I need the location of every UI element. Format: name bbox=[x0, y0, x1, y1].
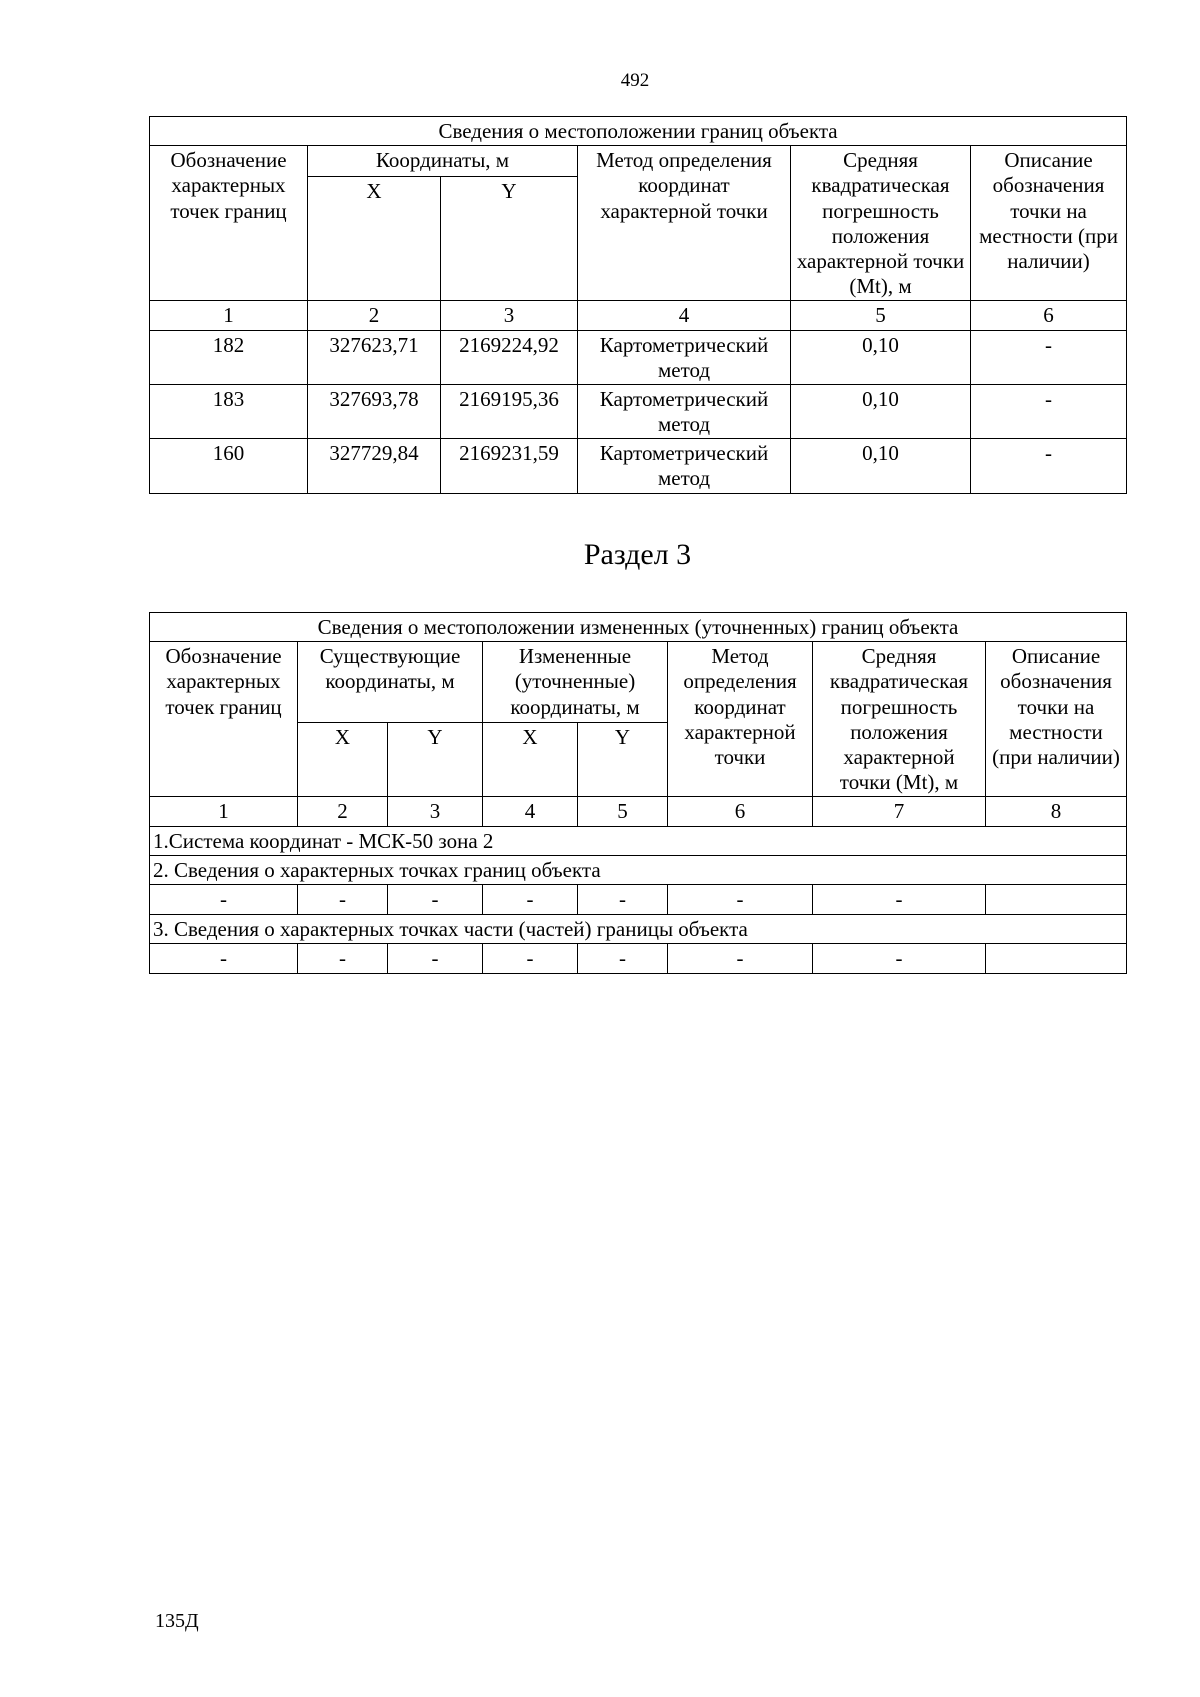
table1-column-numbers bbox=[150, 301, 1127, 330]
table2-header-y: Y bbox=[388, 723, 483, 797]
method: Картометрический метод bbox=[578, 384, 791, 438]
cell: - bbox=[298, 944, 388, 974]
column-number: 7 bbox=[813, 797, 986, 826]
column-number: 2 bbox=[308, 301, 441, 330]
description: - bbox=[971, 439, 1127, 493]
coord-x: 327729,84 bbox=[308, 439, 441, 493]
column-number: 3 bbox=[388, 797, 483, 826]
point-id: 182 bbox=[150, 330, 308, 384]
table2-header-existing-coords: Существующие координаты, м bbox=[298, 642, 483, 723]
column-number: 3 bbox=[441, 301, 578, 330]
table-row bbox=[150, 330, 1127, 384]
section2-label: 2. Сведения о характерных точках границ объекта bbox=[150, 855, 1127, 884]
column-number: 1 bbox=[150, 301, 308, 330]
column-number: 2 bbox=[298, 797, 388, 826]
error: 0,10 bbox=[791, 384, 971, 438]
cell: - bbox=[298, 884, 388, 914]
cell: - bbox=[668, 884, 813, 914]
boundary-location-table bbox=[149, 116, 1127, 494]
table-row bbox=[150, 384, 1127, 438]
method: Картометрический метод bbox=[578, 439, 791, 493]
table-row bbox=[150, 439, 1127, 493]
error: 0,10 bbox=[791, 439, 971, 493]
cell: - bbox=[813, 944, 986, 974]
cell: - bbox=[813, 884, 986, 914]
coord-system-row: 1.Система координат - МСК-50 зона 2 bbox=[150, 826, 1127, 855]
column-number: 6 bbox=[971, 301, 1127, 330]
point-id: 183 bbox=[150, 384, 308, 438]
table2-column-numbers bbox=[150, 797, 1127, 826]
description: - bbox=[971, 330, 1127, 384]
coord-x: 327693,78 bbox=[308, 384, 441, 438]
table1-header-x: X bbox=[308, 177, 441, 301]
section-title: Раздел 3 bbox=[583, 538, 692, 571]
cell: - bbox=[150, 884, 298, 914]
table1-header-designation: Обозначение характерных точек границ bbox=[150, 146, 308, 301]
page-number: 492 bbox=[620, 70, 650, 91]
cell: - bbox=[388, 944, 483, 974]
table2-header-method: Метод определения координат характерной точки bbox=[668, 642, 813, 797]
table2-header-description: Описание обозначения точки на местности (при наличии) bbox=[986, 642, 1127, 797]
table2-header-y: Y bbox=[578, 723, 668, 797]
coord-y: 2169231,59 bbox=[441, 439, 578, 493]
table2-header-changed-coords: Измененные (уточненные) координаты, м bbox=[483, 642, 668, 723]
table1-header-error: Средняя квадратическая погрешность положения характерной точки (Mt), м bbox=[791, 146, 971, 301]
table1-header-method: Метод определения координат характерной точки bbox=[578, 146, 791, 301]
column-number: 5 bbox=[578, 797, 668, 826]
cell bbox=[986, 884, 1127, 914]
changed-boundary-location-table bbox=[149, 612, 1127, 974]
cell: - bbox=[668, 944, 813, 974]
cell: - bbox=[578, 944, 668, 974]
error: 0,10 bbox=[791, 330, 971, 384]
coord-x: 327623,71 bbox=[308, 330, 441, 384]
cell: - bbox=[388, 884, 483, 914]
column-number: 4 bbox=[483, 797, 578, 826]
cell: - bbox=[483, 884, 578, 914]
point-id: 160 bbox=[150, 439, 308, 493]
column-number: 4 bbox=[578, 301, 791, 330]
table2-header-x: X bbox=[483, 723, 578, 797]
table2-header-x: X bbox=[298, 723, 388, 797]
column-number: 6 bbox=[668, 797, 813, 826]
coord-y: 2169195,36 bbox=[441, 384, 578, 438]
column-number: 8 bbox=[986, 797, 1127, 826]
table1-header-y: Y bbox=[441, 177, 578, 301]
method: Картометрический метод bbox=[578, 330, 791, 384]
table1-header-coordinates: Координаты, м bbox=[308, 146, 578, 177]
coord-y: 2169224,92 bbox=[441, 330, 578, 384]
table1-title: Сведения о местоположении границ объекта bbox=[150, 117, 1127, 146]
column-number: 5 bbox=[791, 301, 971, 330]
table-row bbox=[150, 884, 1127, 914]
footer-code: 135Д bbox=[155, 1610, 199, 1632]
cell: - bbox=[578, 884, 668, 914]
cell bbox=[986, 944, 1127, 974]
table2-header-designation: Обозначение характерных точек границ bbox=[150, 642, 298, 797]
section3-label: 3. Сведения о характерных точках части (частей) границы объекта bbox=[150, 914, 1127, 943]
cell: - bbox=[150, 944, 298, 974]
table-row bbox=[150, 944, 1127, 974]
table1-header-description: Описание обозначения точки на местности (при наличии) bbox=[971, 146, 1127, 301]
column-number: 1 bbox=[150, 797, 298, 826]
description: - bbox=[971, 384, 1127, 438]
table2-title: Сведения о местоположении измененных (уточненных) границ объекта bbox=[150, 613, 1127, 642]
table2-header-error: Средняя квадратическая погрешность положения характерной точки (Mt), м bbox=[813, 642, 986, 797]
cell: - bbox=[483, 944, 578, 974]
